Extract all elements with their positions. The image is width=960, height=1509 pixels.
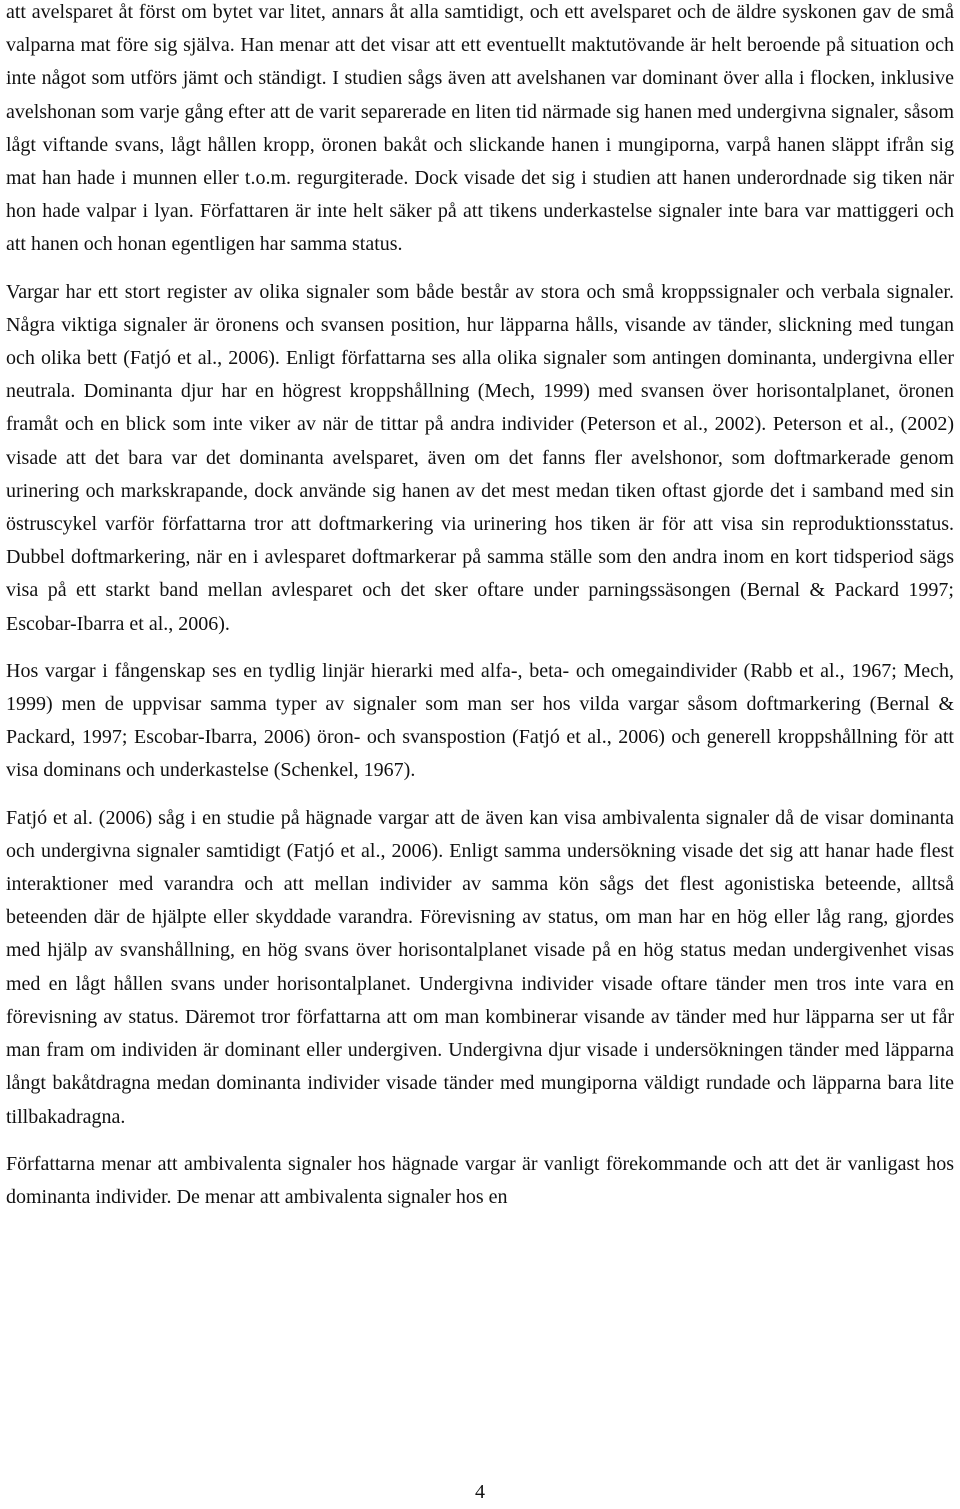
- body-paragraph-3: Hos vargar i fångenskap ses en tydlig linjär hierarki med alfa-, beta- och omegaindivider (Rabb et al., 1967; Mech, 1999) men de uppvisar samma typer av signaler som man ser hos vilda vargar såsom doftmarkering (Bernal & Packard, 1997; Escobar-Ibarra, 2006) öron- och svanspostion (Fatjó et al., 2006) och generell kroppshållning för att visa dominans och underkastelse (Schenkel, 1967).: [6, 659, 954, 782]
- page-number: 4: [475, 1481, 485, 1503]
- document-page: [6, 0, 954, 1214]
- body-paragraph-1: att avelsparet åt först om bytet var litet, annars åt alla samtidigt, och ett avelsparet och de äldre syskonen gav de små valparna mat före sig själva. Han menar att det visar att ett eventuellt maktutövande är helt beroende på situation och inte något som utförs jämt och ständigt. I studien sågs även att avelshanen var dominant över alla i flocken, inklusive avelshonan som varje gång efter att de varit separerade en liten tid närmade sig hanen med undergivna signaler, såsom lågt viftande svans, lågt hållen kropp, öronen bakåt och slickande hanen i mungiporna, varpå hanen släppt ifrån sig mat han hade i munnen eller t.o.m. regurgiterade. Dock visade det sig i studien att hanen underordnade sig tiken när hon hade valpar i lyan. Författaren är inte helt säker på att tikens underkastelse signaler inte bara var mattiggeri och att hanen och honan egentligen har samma status.: [6, 1, 954, 256]
- body-paragraph-5: Författarna menar att ambivalenta signaler hos hägnade vargar är vanligt förekommande och att det är vanligast hos dominanta individer. De menar att ambivalenta signaler hos en: [6, 1152, 954, 1208]
- body-paragraph-4: Fatjó et al. (2006) såg i en studie på hägnade vargar att de även kan visa ambivalenta signaler då de visar dominanta och undergivna signaler samtidigt (Fatjó et al., 2006). Enligt samma undersökning visade det sig att hanar hade flest interaktioner med varandra och att mellan individer av samma kön sågs det flest agonistiska beteende, alltså beteenden där de hjälpte eller skyddade varandra. Förevisning av status, om man har en hög eller låg rang, gjordes med hjälp av svanshållning, en hög svans över horisontalplanet visade på en hög status medan undergivenhet visas med en lågt hållen svans under horisontalplanet. Undergivna individer visade oftare tänder men tros inte vara en förevisning av status. Däremot tror författarna att om man kombinerar visande av tänder med hur läpparna ser ut får man fram om individen är dominant eller undergiven. Undergivna djur visade i undersökningen tänder med läpparna långt bakåtdragna medan dominanta individer visade tänder med mungiporna väldigt rundade och läpparna bara lite tillbakadragna.: [6, 806, 954, 1128]
- body-paragraph-2: Vargar har ett stort register av olika signaler som både består av stora och små kroppssignaler och verbala signaler. Några viktiga signaler är öronens och svansen position, hur läpparna hålls, visande av tänder, slickning med tungan och olika bett (Fatjó et al., 2006). Enligt författarna ses alla olika signaler som antingen dominanta, undergivna eller neutrala. Dominanta djur har en högrest kroppshållning (Mech, 1999) med svansen över horisontalplanet, öronen framåt och en blick som inte viker av när de tittar på andra individer (Peterson et al., 2002). Peterson et al., (2002) visade att det bara var det dominanta avelsparet, även om det fanns fler avelshonor, som doftmarkerade genom urinering och markskrapande, dock använde sig hanen av det mest medan tiken oftast gjorde det i samband med sin östruscykel varför författarna tror att doftmarkering via urinering hos tiken är för att visa sin reproduktionsstatus. Dubbel doftmarkering, när en i avlesparet doftmarkerar på samma ställe som den andra inom en kort tidsperiod sägs visa på ett starkt band mellan avlesparet och det sker oftare under parningssäsongen (Bernal & Packard 1997; Escobar-Ibarra et al., 2006).: [6, 280, 954, 635]
